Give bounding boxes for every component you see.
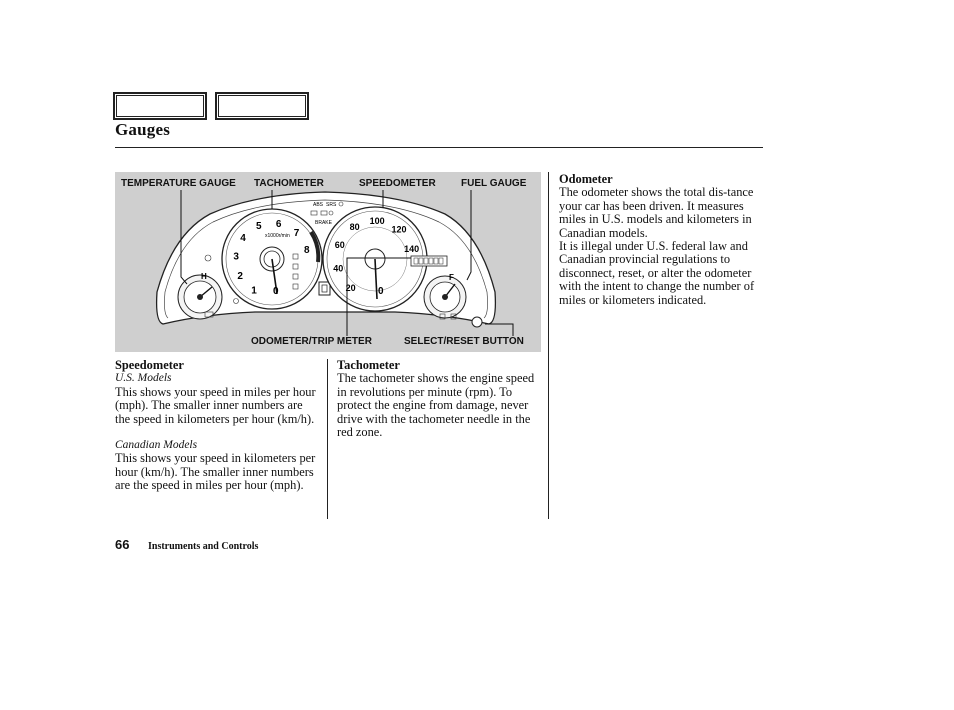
speedometer-section	[115, 359, 320, 493]
canadian-models-label: Canadian Models	[115, 439, 198, 452]
previous-page-button[interactable]	[113, 92, 207, 120]
odometer-text-2: It is illegal under U.S. federal law and Canadian provincial regulations to disconnect, reset, or alter the odometer with the intent to change the number of miles or kilometers indicated.	[559, 239, 755, 307]
instrument-cluster-illustration	[115, 172, 541, 352]
callout-speedometer: SPEEDOMETER	[359, 178, 436, 189]
speedometer-heading: Speedometer	[115, 358, 184, 372]
tach-number-3: 3	[233, 251, 239, 263]
fuel-gauge	[424, 276, 466, 318]
tach-number-2: 2	[237, 271, 243, 283]
tach-number-8: 8	[304, 245, 310, 256]
tachometer-text: The tachometer shows the engine speed in revolutions per minute (rpm). To protect the engine from damage, never drive with the tachometer needle in the red zone.	[337, 371, 535, 440]
speedo-number-140: 140	[404, 244, 420, 255]
tach-number-7: 7	[293, 227, 300, 239]
indicator-square	[319, 282, 330, 295]
column-divider-left	[327, 359, 328, 519]
callout-select-reset-button: SELECT/RESET BUTTON	[404, 336, 524, 347]
us-models-text: This shows your speed in miles per hour (mph). The smaller inner numbers are the speed in kilometers per hour (km/h).	[115, 384, 316, 426]
column-divider-right	[548, 172, 549, 519]
odometer-section	[559, 173, 769, 307]
tach-number-0: 0	[273, 286, 279, 297]
warning-label-srs: SRS	[326, 202, 337, 208]
instrument-cluster-figure	[115, 172, 541, 352]
callout-odometer-trip-meter: ODOMETER/TRIP METER	[251, 336, 372, 347]
speedo-number-40: 40	[333, 263, 344, 274]
page-number: 66	[115, 537, 130, 552]
temp-hot-label: H	[201, 272, 207, 281]
next-page-button[interactable]	[215, 92, 309, 120]
odometer-heading: Odometer	[559, 172, 613, 186]
select-reset-knob	[472, 317, 482, 327]
callout-fuel-gauge: FUEL GAUGE	[461, 178, 527, 189]
tach-number-4: 4	[240, 233, 246, 244]
us-models-label: U.S. Models	[115, 372, 172, 385]
page-title: Gauges	[115, 120, 171, 139]
warning-label-brake: BRAKE	[315, 220, 332, 226]
speedo-number-120: 120	[391, 224, 407, 235]
speedo-number-0: 0	[378, 286, 384, 297]
tach-number-6: 6	[275, 219, 282, 230]
speedo-number-20: 20	[345, 283, 356, 294]
tachometer-section	[337, 359, 542, 439]
tach-number-1: 1	[251, 285, 257, 297]
callout-temperature-gauge: TEMPERATURE GAUGE	[121, 178, 236, 189]
tachometer-heading: Tachometer	[337, 358, 400, 372]
tach-number-5: 5	[256, 220, 262, 232]
callout-tachometer: TACHOMETER	[254, 178, 324, 189]
title-divider	[115, 147, 763, 148]
warning-label-abs: ABS	[313, 202, 324, 208]
speedo-number-80: 80	[349, 222, 360, 232]
canadian-models-text: This shows your speed in kilometers per hour (km/h). The smaller inner numbers are the speed in miles per hour (mph).	[115, 451, 316, 493]
speedo-number-60: 60	[334, 240, 345, 250]
speedo-number-100: 100	[369, 216, 385, 227]
fuel-full-label: F	[449, 273, 454, 282]
tach-unit-label: x1000r/min	[265, 233, 290, 239]
odometer-text-1: The odometer shows the total dis-tance your car has been driven. It measures miles in U.S. models and kilometers in Canadian models.	[559, 185, 754, 240]
section-name: Instruments and Controls	[148, 541, 259, 552]
